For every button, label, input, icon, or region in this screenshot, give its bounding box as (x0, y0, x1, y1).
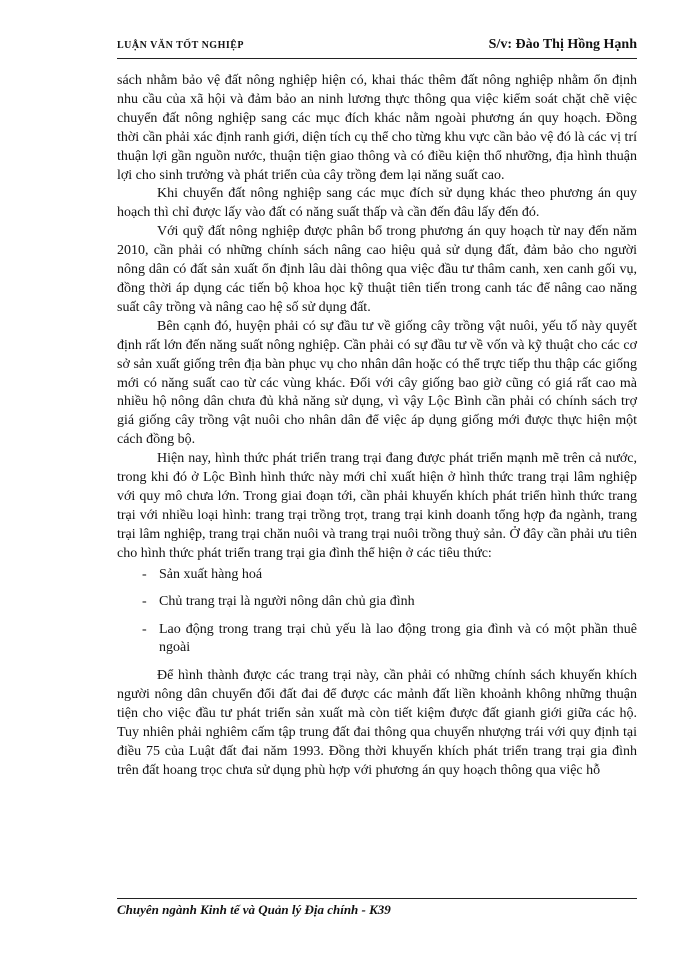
student-name: S/v: Đào Thị Hồng Hạnh (488, 37, 637, 52)
thesis-label: LUẬN VĂN TỐT NGHIỆP (117, 40, 245, 51)
paragraph-4: Bên cạnh đó, huyện phải có sự đầu tư về giống cây trồng vật nuôi, yếu tố này quyết định rất lớn đến năng suất nông nghiệp. Cần phải có sự đầu tư về vốn và kỹ thuật cho các cơ sở sản xuất giống trên địa bàn phục vụ cho nhân dân hoặc có thể trực tiếp thu thập các giống mới có năng suất cao từ các vùng khác. Đối với cây giống bao giờ cũng có giá rất cao mà nhiều hộ nông dân chưa đủ khả năng sử dụng, vì vậy Lộc Bình cần phải có chính sách trợ giá giống cây trồng vật nuôi cho nhân dân để việc áp dụng giống mới được thực hiện một cách đồng bộ. (117, 318, 637, 448)
page-footer: Chuyên ngành Kinh tế và Quản lý Địa chính - K39 (117, 902, 391, 917)
list-item (117, 593, 637, 612)
criteria-list (117, 566, 637, 659)
page-header (117, 37, 637, 58)
paragraph-3: Với quỹ đất nông nghiệp được phân bổ trong phương án quy hoạch từ nay đến năm 2010, cần phải có những chính sách nâng cao hiệu quả sử dụng đất, đảm bảo cho người nông dân có đất sản xuất ổn định lâu dài thông qua việc đầu tư thâm canh, xen canh gối vụ, đồng thời áp dụng các tiến bộ khoa học kỹ thuật tiên tiến trong canh tác để nâng cao năng suất cây trồng và nâng cao hệ số sử dụng đất. (117, 224, 637, 315)
body-text (117, 72, 637, 780)
footer-divider (117, 898, 637, 899)
paragraph-2: Khi chuyển đất nông nghiệp sang các mục đích sử dụng khác theo phương án quy hoạch thì chỉ được lấy vào đất có năng suất thấp và cần đến đâu lấy đến đó. (117, 186, 637, 221)
list-item-text: Chủ trang trại là người nông dân chủ gia đình (159, 594, 415, 610)
list-item-text: Sản xuất hàng hoá (159, 566, 263, 582)
paragraph-1: sách nhằm bảo vệ đất nông nghiệp hiện có, khai thác thêm đất nông nghiệp nhằm ổn định nhu cầu của xã hội và đảm bảo an ninh lương thực thông qua việc kiểm soát chặt chẽ việc chuyển đất nông nghiệp sang các mục đích khác nằm ngoài phương án quy hoạch. Đồng thời cần phải xác định ranh giới, diện tích cụ thể cho từng khu vực cần bảo vệ đó là các vị trí thuận lợi gần nguồn nước, thuận tiện giao thông và có điều kiện thổ nhưỡng, địa hình thuận lợi cho sinh trưởng và phát triển của cây trồng đem lại năng suất cao. (117, 73, 637, 183)
bullet-dash: - (142, 566, 147, 582)
bullet-dash: - (142, 594, 147, 610)
paragraph-6: Để hình thành được các trang trại này, cần phải có những chính sách khuyến khích người nông dân chuyển đổi đất đai để được các mảnh đất liền khoảnh không những thuận tiện cho việc đầu tư phát triển sản xuất mà còn tiết kiệm được đất gianh giới giữa các hộ. Tuy nhiên phải nghiêm cấm tập trung đất đai thông qua chuyển nhượng trái với quy định tại điều 75 của Luật đất đai năm 1993. Đồng thời khuyến khích phát triển trang trại gia đình trên đất hoang trọc chưa sử dụng phù hợp với phương án quy hoạch thông qua việc hỗ (117, 667, 637, 778)
list-item-text: Lao động trong trang trại chủ yếu là lao động trong gia đình và có một phần thuê ngoài (159, 621, 637, 656)
paragraph-5: Hiện nay, hình thức phát triển trang trại đang được phát triển mạnh mẽ trên cả nước, trong khi đó ở Lộc Bình hình thức này mới chỉ xuất hiện ở hình thức trang trại lâm nghiệp với quy mô chưa lớn. Trong giai đoạn tới, cần phải khuyến khích phát triển hình thức trang trại với nhiều loại hình: trang trại trồng trọt, trang trại kinh doanh tổng hợp đa ngành, trang trại lâm nghiệp, trang trại chăn nuôi và trang trại nuôi trồng thuỷ sản. Ở đây cần phải ưu tiên cho hình thức phát triển trang trại gia đình thể hiện ở các tiêu thức: (117, 451, 637, 561)
header-divider (117, 58, 637, 59)
list-item (117, 566, 637, 585)
bullet-dash: - (142, 621, 147, 637)
list-item (117, 621, 637, 659)
